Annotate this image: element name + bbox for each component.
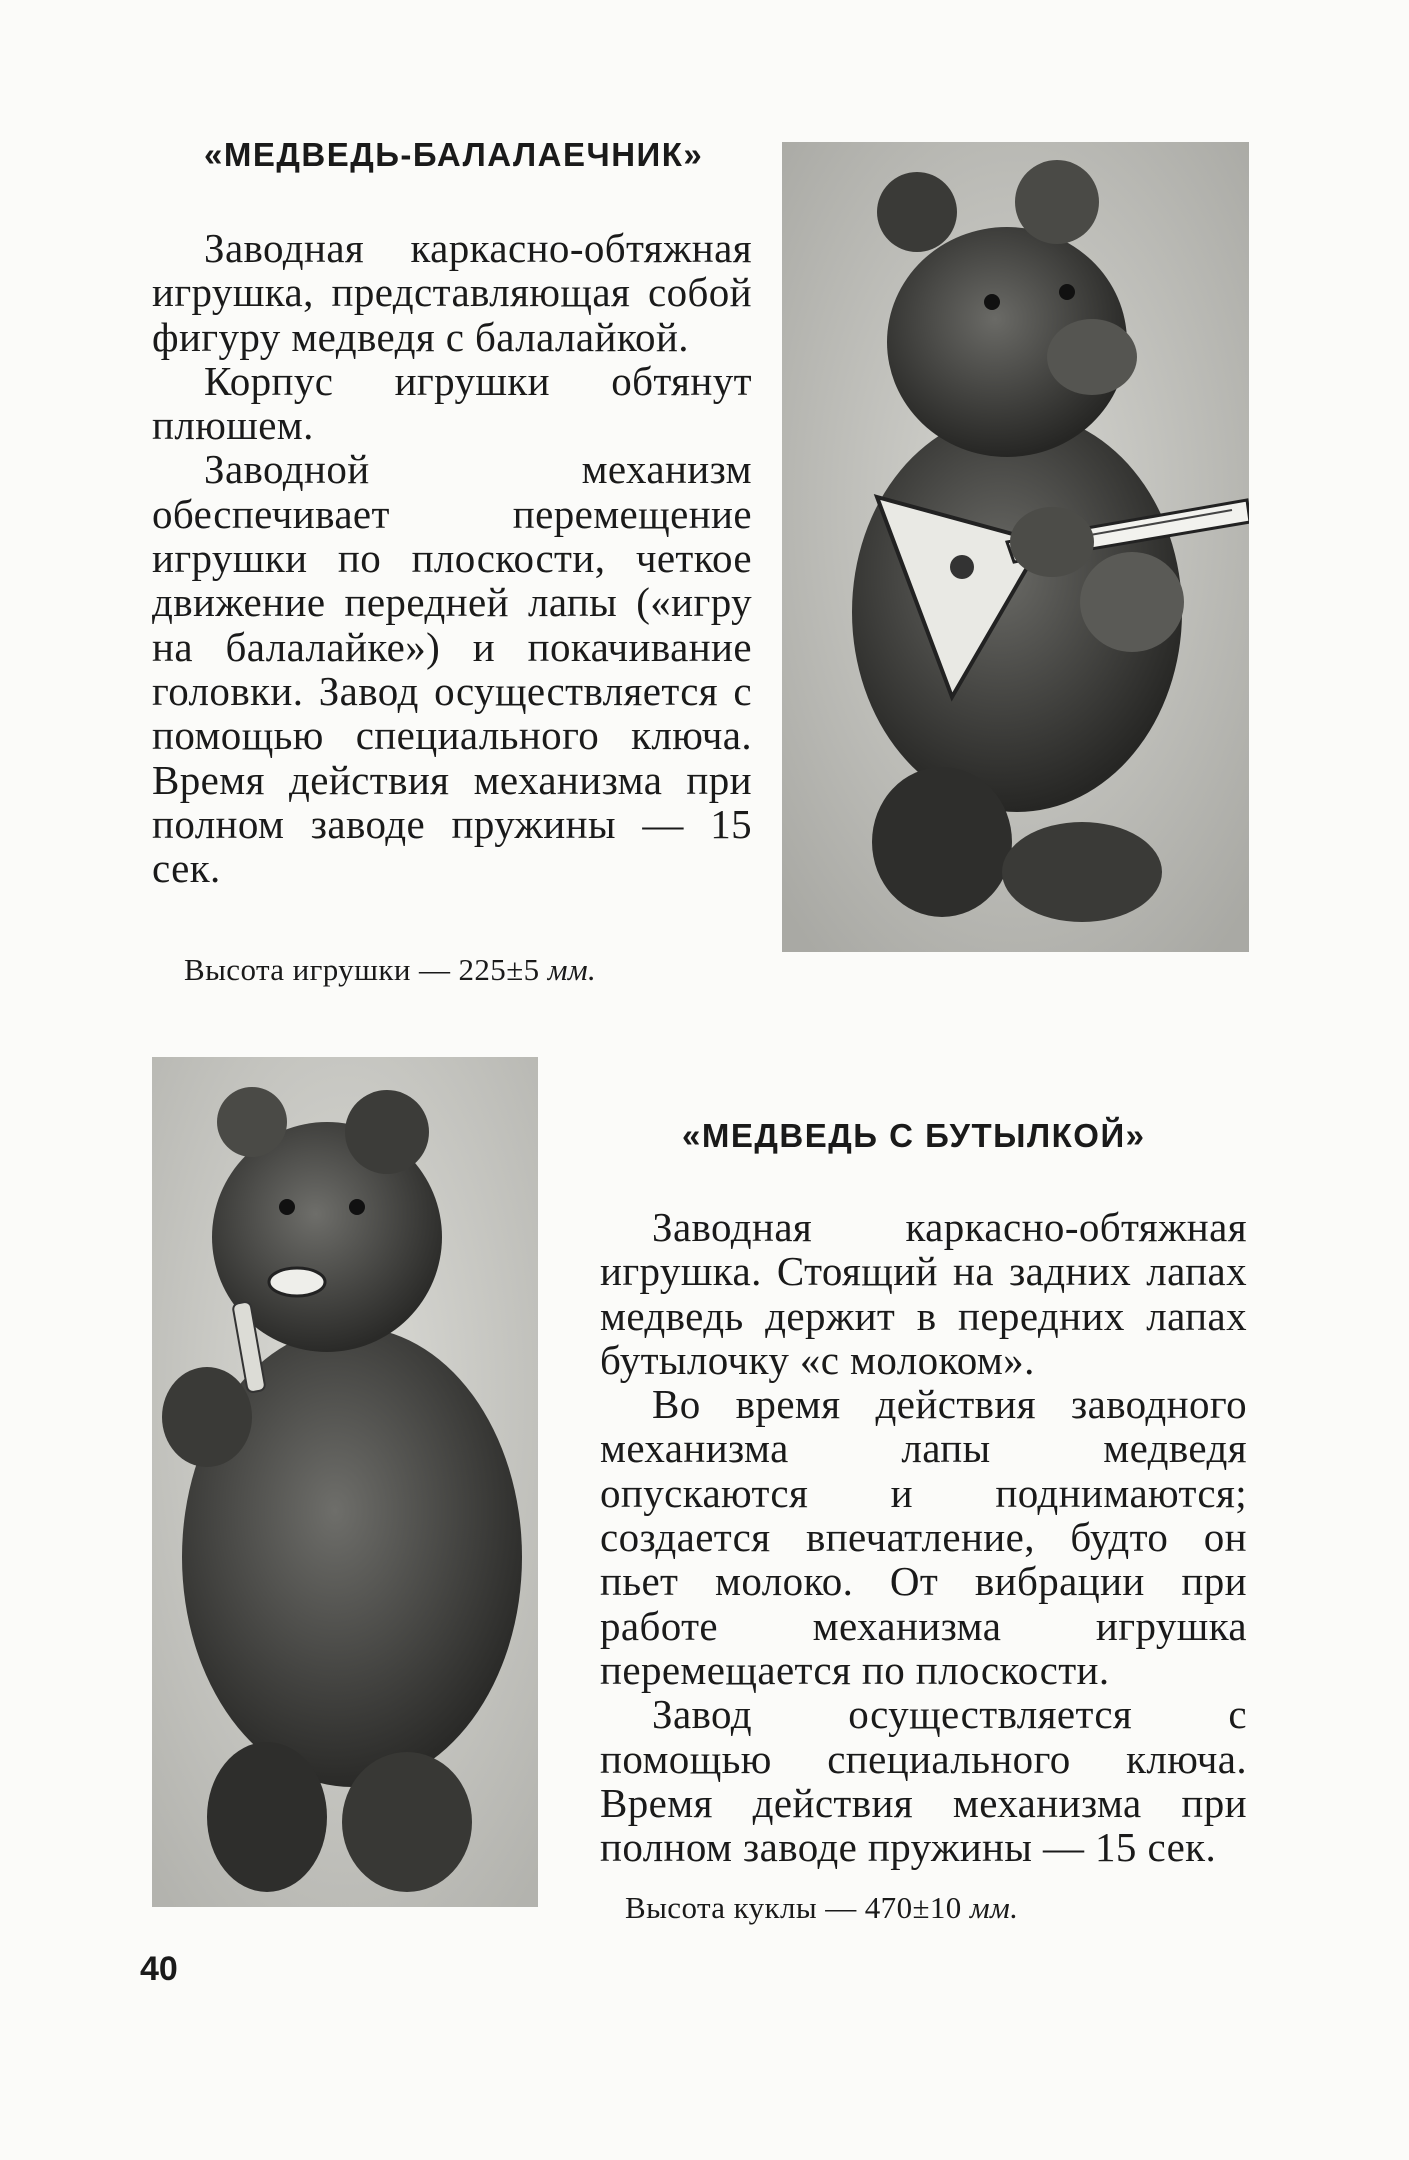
photo-bear-with-balalaika [782, 142, 1249, 952]
caption-label: Высота игрушки — 225±5 [184, 952, 540, 987]
paragraph: Во время действия заводного механизма лапы медведя опускаются и поднимаются; создается впечатление, будто он пьет молоко. От вибрации при работе механизма игрушка перемещается по плоскости. [600, 1381, 1247, 1693]
caption-unit: мм. [969, 1890, 1019, 1925]
caption-unit: мм. [547, 952, 597, 987]
title-bear-with-bottle: «МЕДВЕДЬ С БУТЫЛКОЙ» [682, 1117, 1146, 1154]
caption-label: Высота куклы — 470±10 [625, 1890, 962, 1925]
paragraph: Заводная каркасно-обтяжная игрушка, представляющая собой фигуру медведя с балалайкой. [152, 225, 752, 360]
paragraph: Заводная каркасно-обтяжная игрушка. Стоящий на задних лапах медведь держит в передних лапах бутылочку «с молоком». [600, 1204, 1247, 1383]
paragraph: Заводной механизм обеспечивает перемещение игрушки по плоскости, четкое движение передней лапы («игру на балалайке») и покачивание головки. Завод осуществляется с помощью специального ключа. Время действия механизма при полном заводе пружины — 15 сек. [152, 446, 752, 892]
text-bear-balalaika [152, 226, 752, 890]
text-bear-with-bottle [600, 1205, 1247, 1869]
caption-bear-balalaika-height [184, 952, 596, 988]
photo-bear-with-bottle [152, 1057, 538, 1907]
page-number: 40 [140, 1950, 178, 1988]
title-bear-balalaika: «МЕДВЕДЬ-БАЛАЛАЕЧНИК» [204, 136, 704, 173]
paragraph: Завод осуществляется с помощью специального ключа. Время действия механизма при полном заводе пружины — 15 сек. [600, 1691, 1247, 1871]
paragraph: Корпус игрушки обтянут плюшем. [152, 357, 752, 449]
caption-bear-with-bottle-height [625, 1890, 1018, 1926]
